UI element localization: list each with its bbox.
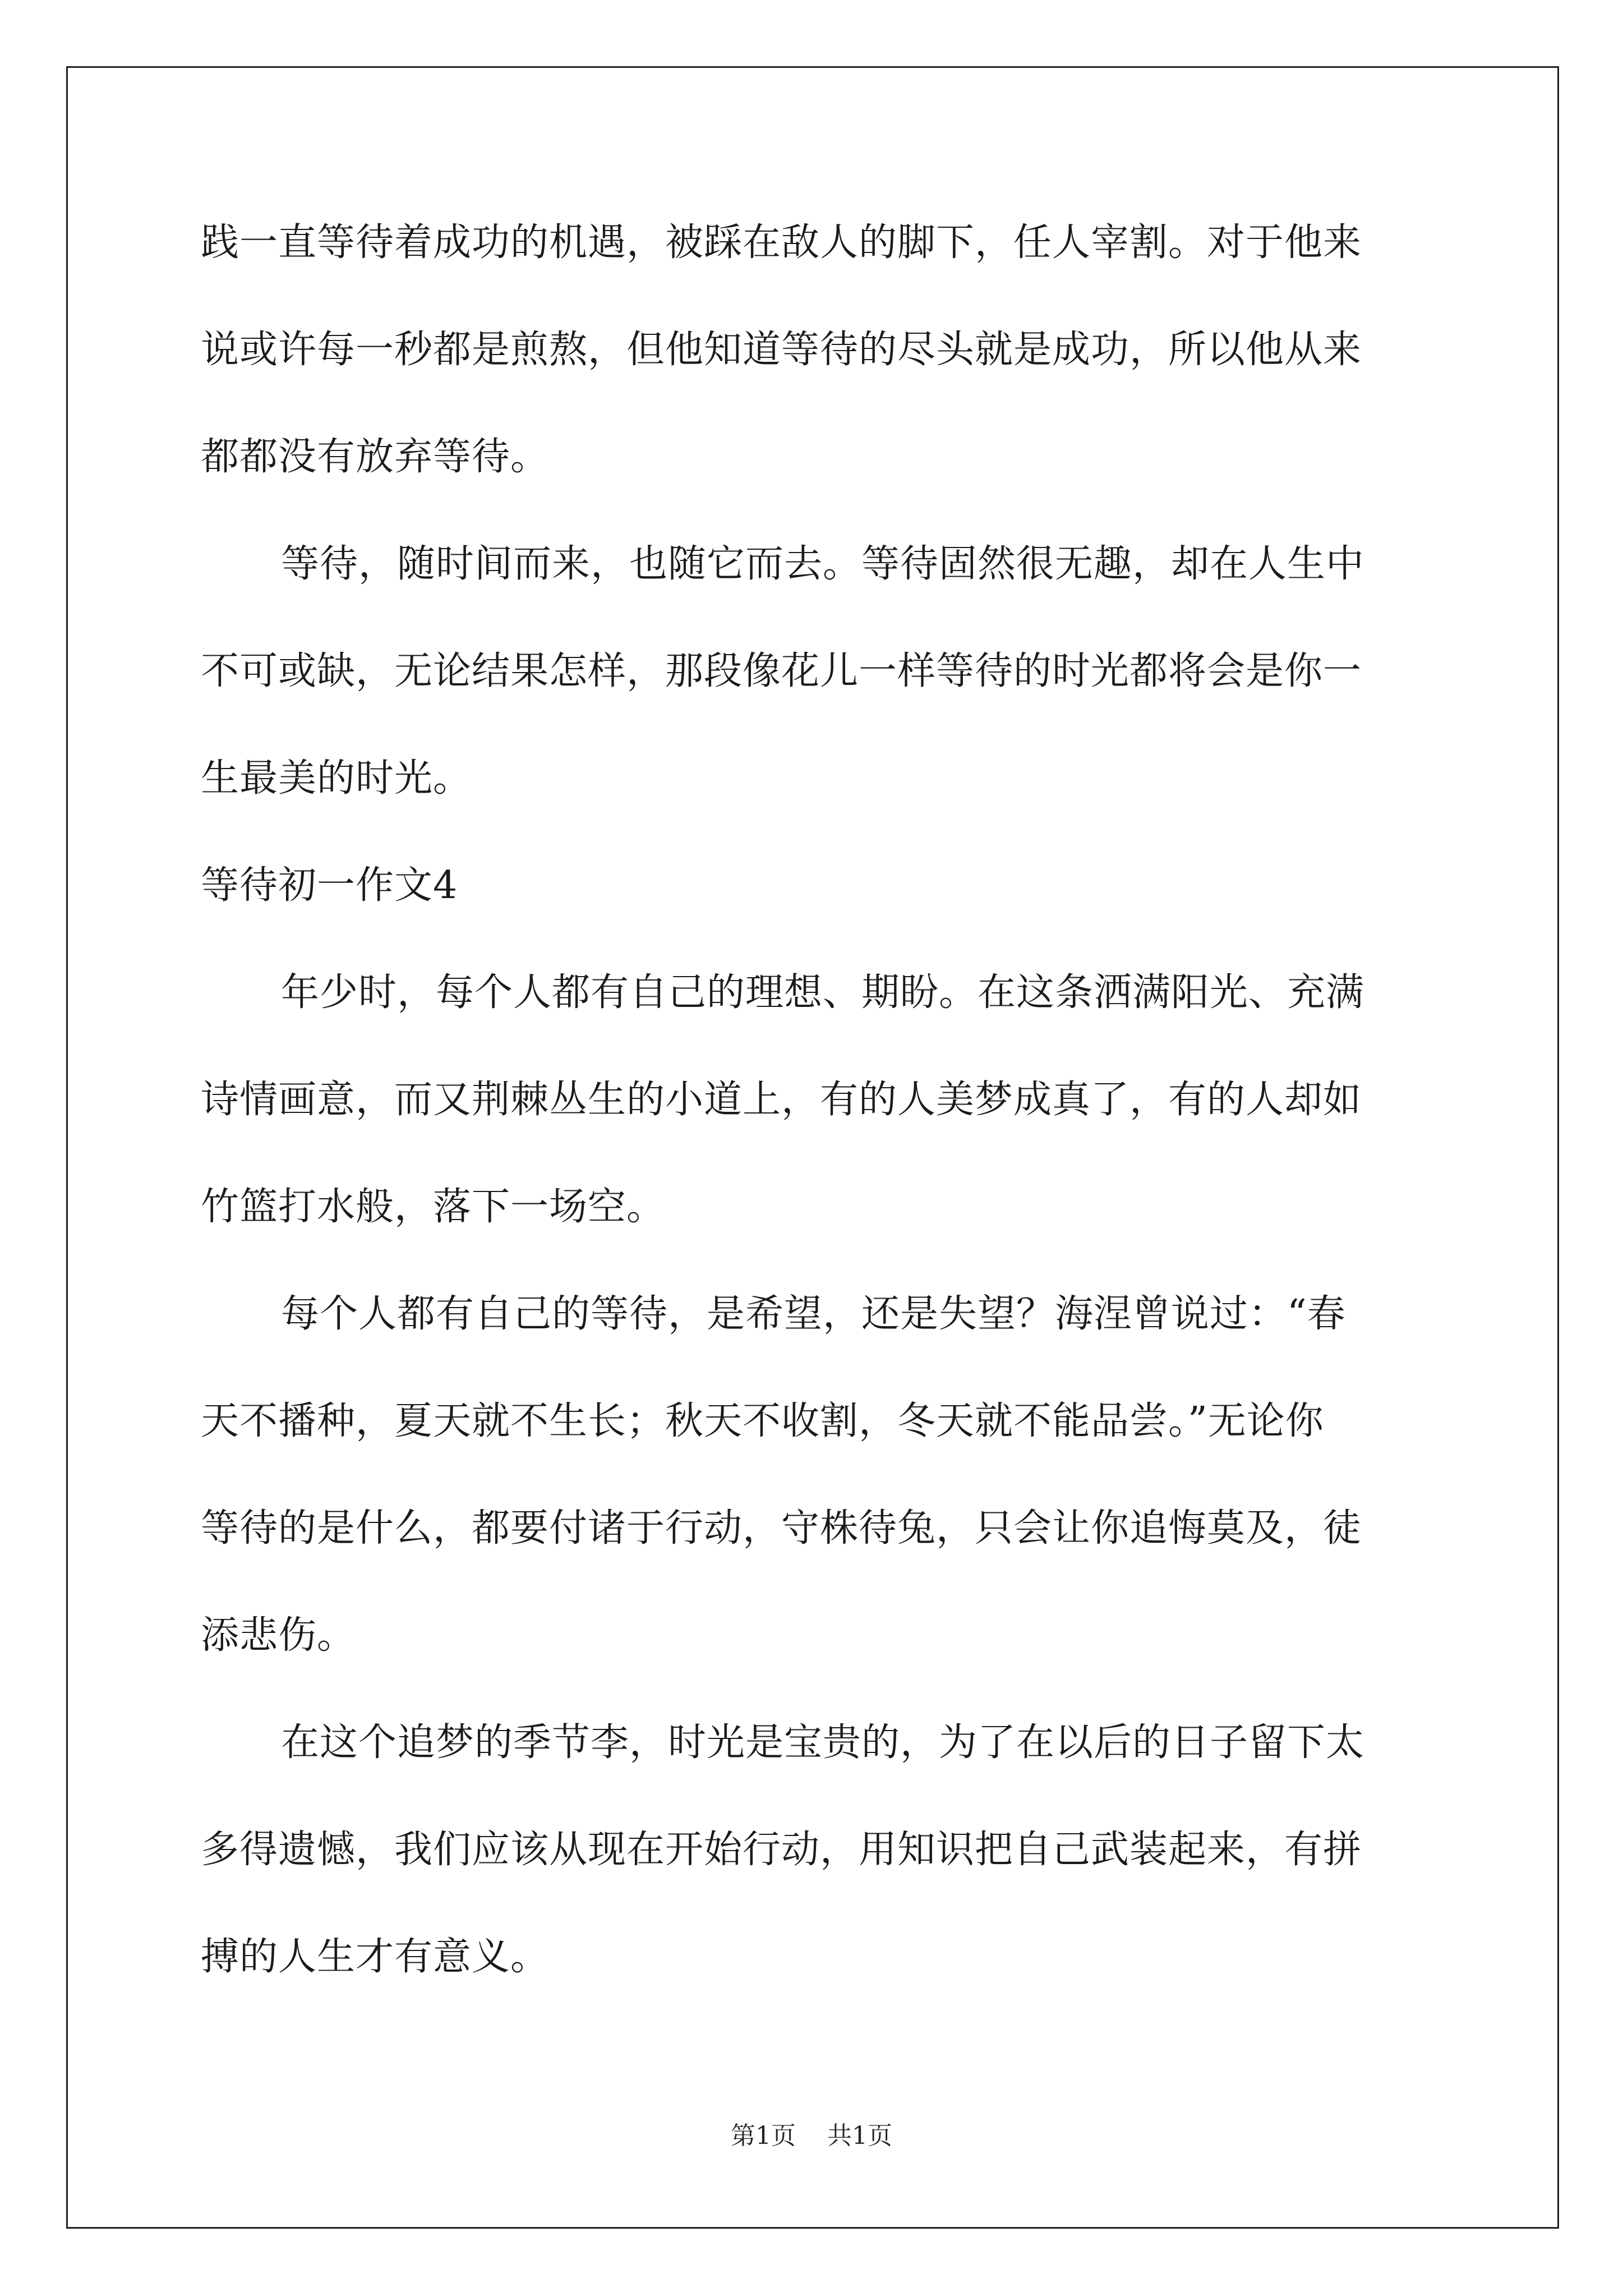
paragraph-start-line: 等待，随时间而来，也随它而去。等待固然很无趣，却在人生中 [281, 542, 1365, 586]
section-heading: 等待初一作文4 [201, 863, 458, 908]
page-total: 共1页 [827, 2122, 892, 2150]
text-line: 天不播种，夏天就不生长；秋天不收割，冬天就不能品尝。”无论你 [201, 1399, 1324, 1443]
text-line: 搏的人生才有意义。 [201, 1935, 550, 1979]
paragraph-start-line: 年少时，每个人都有自己的理想、期盼。在这条洒满阳光、充满 [281, 970, 1365, 1015]
text-line: 不可或缺，无论结果怎样，那段像花儿一样等待的时光都将会是你一 [201, 649, 1362, 693]
paragraph-start-line: 每个人都有自己的等待，是希望，还是失望？海涅曾说过：“春 [281, 1292, 1346, 1336]
text-line: 竹篮打水般，落下一场空。 [201, 1185, 666, 1229]
text-line: 多得遗憾，我们应该从现在开始行动，用知识把自己武装起来，有拼 [201, 1828, 1362, 1872]
text-line: 生最美的时光。 [201, 756, 472, 800]
paragraph-start-line: 在这个追梦的季节李，时光是宝贵的，为了在以后的日子留下太 [281, 1720, 1365, 1765]
text-line: 等待的是什么，都要付诸于行动，守株待兔，只会让你追悔莫及，徒 [201, 1506, 1362, 1550]
text-line: 践一直等待着成功的机遇，被踩在敌人的脚下，任人宰割。对于他来 [201, 220, 1362, 265]
text-line: 都都没有放弃等待。 [201, 435, 550, 479]
page-footer [0, 2119, 1623, 2153]
text-line: 诗情画意，而又荆棘丛生的小道上，有的人美梦成真了，有的人却如 [201, 1078, 1362, 1122]
text-line: 添悲伤。 [201, 1613, 356, 1658]
text-line: 说或许每一秒都是煎熬，但他知道等待的尽头就是成功，所以他从来 [201, 328, 1362, 372]
page-number: 第1页 [731, 2122, 796, 2150]
page-border [66, 66, 1559, 2229]
